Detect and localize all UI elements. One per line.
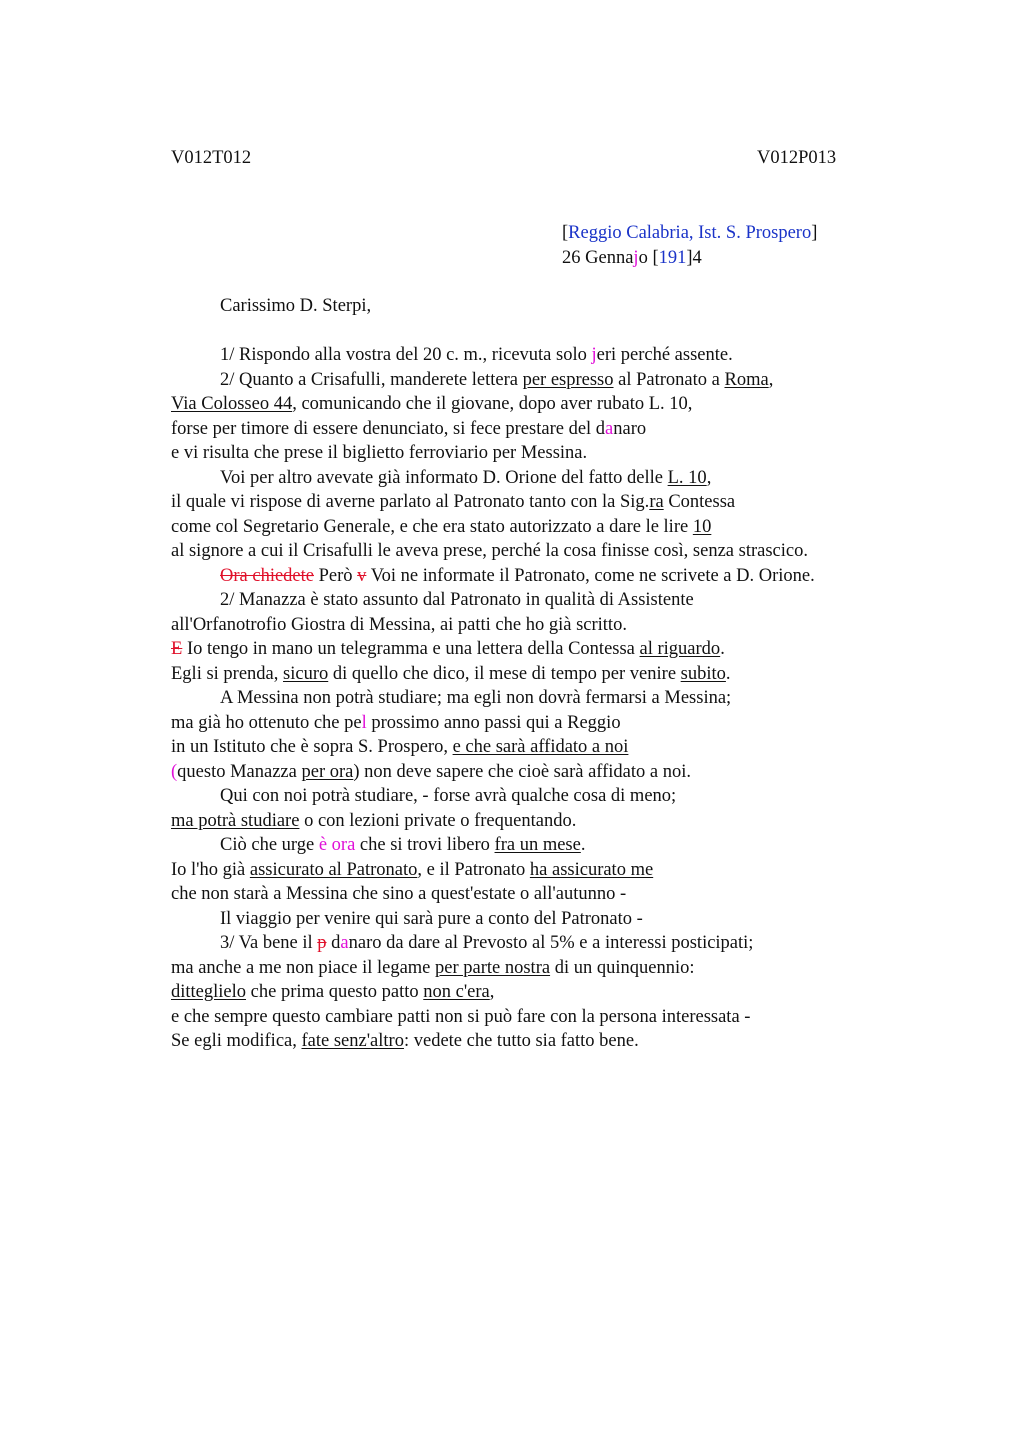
letter-line: [171, 735, 931, 760]
text-segment: di un quinquennio:: [550, 957, 695, 978]
inserted-text: j: [591, 345, 597, 365]
underlined-text: assicurato al Patronato: [249, 859, 418, 880]
inserted-text: l: [361, 712, 367, 733]
date-line: [562, 246, 817, 271]
underlined-text: fate senz'altro: [301, 1031, 404, 1051]
letter-line: [171, 490, 931, 515]
text-segment: 2/ Quanto a Crisafulli, manderete lettera: [220, 369, 523, 390]
deleted-text: E: [171, 639, 183, 659]
document-code-right: V012P013: [757, 148, 837, 168]
letter-line: [171, 931, 931, 956]
text-segment: Voi ne informate il Patronato, come ne scrivete a D. Orione.: [366, 565, 815, 586]
letter-line: [171, 784, 931, 809]
underlined-text: non c'era: [423, 982, 490, 1002]
text-segment: .: [580, 835, 586, 855]
text-segment: , comunicando che il giovane, dopo aver rubato L. 10,: [292, 394, 693, 414]
letter-line: [171, 907, 931, 932]
place-line: [562, 221, 817, 246]
underlined-text: 10: [692, 516, 712, 537]
letter-body: [171, 343, 931, 1054]
text-segment: e vi risulta che prese il biglietto ferroviario per Messina.: [171, 443, 588, 463]
letter-line: [171, 588, 931, 613]
text-segment: ,: [706, 467, 712, 488]
text-segment: ,: [768, 369, 774, 390]
letter-line: [171, 564, 931, 589]
text-segment: Contessa: [663, 492, 736, 512]
text-segment: : vedete che tutto sia fatto bene.: [403, 1031, 639, 1051]
text-segment: che non starà a Messina che sino a quest'estate o all'autunno -: [171, 884, 627, 904]
deleted-text: Ora chiedete: [220, 565, 314, 586]
letter-line: [171, 392, 931, 417]
text-segment: al signore a cui il Crisafulli le aveva prese, perché la cosa finisse così, senza strascico.: [171, 541, 808, 561]
text-segment: 1/ Rispondo alla vostra del 20 c. m., ricevuta solo: [220, 345, 592, 365]
deleted-text: v: [357, 565, 367, 586]
text-segment: A Messina non potrà studiare; ma egli non dovrà fermarsi a Messina;: [220, 688, 732, 708]
place-close-bracket: ]: [811, 223, 818, 243]
date-part-a: 26 Genna: [562, 247, 634, 268]
letter-line: [171, 882, 931, 907]
underlined-text: per ora: [301, 761, 354, 782]
text-segment: .: [725, 663, 731, 684]
date-part-b: o [: [638, 247, 659, 268]
text-segment: o con lezioni private o frequentando.: [299, 810, 577, 831]
text-segment: forse per timore di essere denunciato, si fece prestare del d: [171, 418, 606, 439]
letter-line: [171, 662, 931, 687]
place-open-bracket: [: [562, 223, 569, 243]
date-year-editorial: 191: [658, 247, 687, 268]
letter-line: [171, 686, 931, 711]
text-segment: come col Segretario Generale, e che era stato autorizzato a dare le lire: [171, 516, 693, 537]
text-segment: Qui con noi potrà studiare, - forse avrà qualche cosa di meno;: [220, 786, 677, 806]
letter-line: [171, 515, 931, 540]
letter-line: [171, 613, 931, 638]
underlined-text: al riguardo: [639, 639, 721, 659]
text-segment: di quello che dico, il mese di tempo per venire: [328, 663, 681, 684]
text-segment: e che sempre questo cambiare patti non si può fare con la persona interessata -: [171, 1006, 751, 1027]
text-segment: Ciò che urge: [220, 835, 319, 855]
underlined-text: per espresso: [522, 369, 614, 390]
text-segment: ,: [489, 982, 495, 1002]
letter-line: [171, 711, 931, 736]
document-code-left: V012T012: [171, 148, 252, 168]
underlined-text: per parte nostra: [435, 957, 551, 978]
text-segment: Io tengo in mano un telegramma e una lettera della Contessa: [182, 639, 640, 659]
underlined-text: ra: [649, 492, 664, 512]
text-segment: Se egli modifica,: [171, 1031, 302, 1051]
text-segment: che prima questo patto: [246, 982, 424, 1002]
underlined-text: ma potrà studiare: [171, 810, 300, 831]
text-segment: eri perché assente.: [596, 345, 733, 365]
inserted-text: a: [605, 418, 614, 439]
letter-line: [171, 441, 931, 466]
letter-line: [171, 539, 931, 564]
text-segment: ma già ho ottenuto che pe: [171, 712, 362, 733]
underlined-text: Roma: [724, 369, 769, 390]
text-segment: Però: [313, 565, 358, 586]
text-segment: all'Orfanotrofio Giostra di Messina, ai patti che ho già scritto.: [171, 614, 627, 635]
text-segment: Il viaggio per venire qui sarà pure a conto del Patronato -: [220, 908, 643, 929]
underlined-text: e che sarà affidato a noi: [452, 737, 629, 757]
text-segment: ) non deve sapere che cioè sarà affidato a noi.: [353, 761, 691, 782]
place-date-block: [562, 221, 817, 270]
inserted-text: è ora: [318, 835, 356, 855]
letter-line: [171, 956, 931, 981]
letter-line: [171, 343, 931, 368]
underlined-text: fra un mese: [494, 835, 581, 855]
letter-line: [171, 637, 931, 662]
letter-line: [171, 1029, 931, 1054]
salutation: Carissimo D. Sterpi,: [220, 296, 372, 316]
letter-line: [171, 809, 931, 834]
underlined-text: ha assicurato me: [529, 859, 654, 880]
place-name: Reggio Calabria, Ist. S. Prospero: [568, 223, 812, 243]
text-segment: d: [326, 933, 341, 953]
letter-line: [171, 368, 931, 393]
inserted-text: a: [340, 933, 349, 953]
text-segment: 3/ Va bene il: [220, 933, 318, 953]
letter-line: [171, 980, 931, 1005]
letter-line: [171, 1005, 931, 1030]
letter-line: [171, 760, 931, 785]
text-segment: Io l'ho già: [171, 859, 250, 880]
text-segment: il quale vi rispose di averne parlato al Patronato tanto con la Sig.: [171, 492, 650, 512]
underlined-text: subito: [680, 663, 726, 684]
text-segment: in un Istituto che è sopra S. Prospero,: [171, 737, 453, 757]
underlined-text: L. 10: [667, 467, 707, 488]
text-segment: Egli si prenda,: [171, 663, 284, 684]
date-inserted-letter: j: [633, 247, 639, 268]
underlined-text: sicuro: [283, 663, 329, 684]
letter-line: [171, 858, 931, 883]
letter-line: [171, 466, 931, 491]
text-segment: 2/ Manazza è stato assunto dal Patronato in qualità di Assistente: [220, 590, 694, 610]
letter-line: [171, 833, 931, 858]
date-part-c: ]4: [686, 247, 702, 268]
text-segment: che si trovi libero: [355, 835, 495, 855]
text-segment: naro: [613, 418, 647, 439]
text-segment: prossimo anno passi qui a Reggio: [366, 712, 621, 733]
letter-line: [171, 417, 931, 442]
text-segment: naro da dare al Prevosto al 5% e a interessi posticipati;: [348, 933, 754, 953]
text-segment: , e il Patronato: [417, 859, 530, 880]
text-segment: ma anche a me non piace il legame: [171, 957, 436, 978]
deleted-text: p: [317, 933, 327, 953]
text-segment: Voi per altro avevate già informato D. Orione del fatto delle: [220, 467, 668, 488]
underlined-text: Via Colosseo 44: [171, 394, 293, 414]
text-segment: questo Manazza: [177, 761, 302, 782]
text-segment: .: [720, 639, 725, 659]
underlined-text: ditteglielo: [171, 982, 247, 1002]
text-segment: al Patronato a: [613, 369, 725, 390]
inserted-text: (: [171, 761, 178, 782]
